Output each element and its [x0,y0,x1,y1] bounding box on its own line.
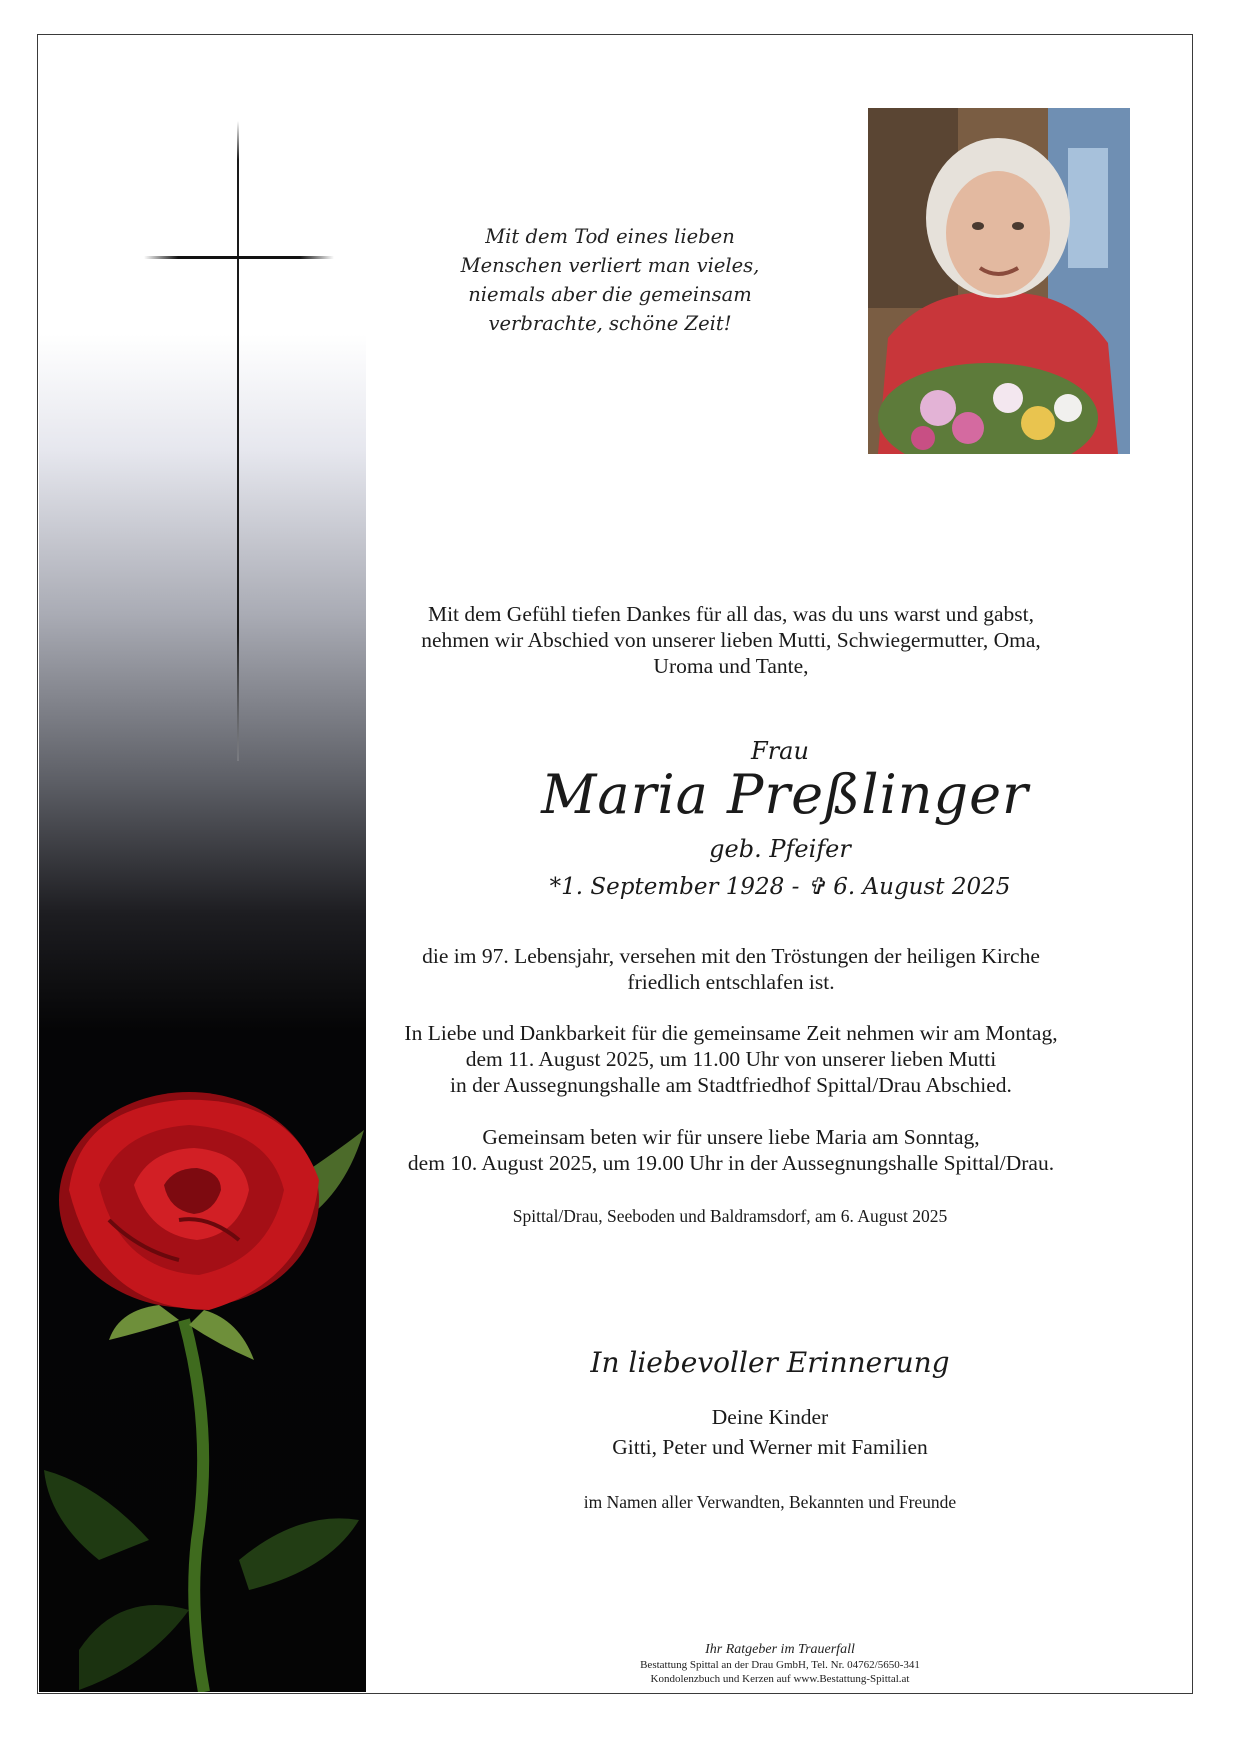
prayer-line: Gemeinsam beten wir für unsere liebe Maria am Sonntag, [482,1125,980,1149]
portrait-photo [868,108,1130,454]
maiden-name: geb. Pfeifer [709,835,851,863]
memory-heading: In liebevoller Erinnerung [590,1346,950,1379]
mourners [520,1402,1020,1462]
quote-line: niemals aber die gemeinsam [468,283,752,306]
salutation: Frau [751,737,809,765]
place-and-date: Spittal/Drau, Seeboden und Baldramsdorf, am 6. August 2025 [512,1206,948,1226]
intro-line: nehmen wir Abschied von unserer lieben Mutti, Schwiegermutter, Oma, [421,628,1041,652]
mourners-line: Deine Kinder [711,1405,829,1429]
passing-text [400,943,1062,995]
prayer-text [400,1124,1062,1176]
farewell-line: dem 11. August 2025, um 11.00 Uhr von unserer lieben Mutti [465,1047,997,1071]
quote-line: verbrachte, schöne Zeit! [488,312,732,335]
footer-condolence: Kondolenzbuch und Kerzen auf www.Bestattung-Spittal.at [650,1673,910,1685]
cross-icon-horizontal [144,256,334,259]
farewell-line: in der Aussegnungshalle am Stadtfriedhof Spittal/Drau Abschied. [450,1073,1012,1097]
mourners-line: Gitti, Peter und Werner mit Familien [612,1435,928,1459]
prayer-line: dem 10. August 2025, um 19.00 Uhr in der Aussegnungshalle Spittal/Drau. [407,1151,1055,1175]
footer-slogan: Ihr Ratgeber im Trauerfall [705,1642,855,1657]
deceased-name: Maria Preßlinger [541,763,1029,826]
passing-line: friedlich entschlafen ist. [627,970,835,994]
quote-line: Mit dem Tod eines lieben [485,225,735,248]
cross-icon-vertical [237,121,239,761]
memorial-quote [400,222,820,338]
footer-company: Bestattung Spittal an der Drau GmbH, Tel. Nr. 04762/5650-341 [640,1659,920,1671]
intro-text [400,601,1062,679]
relatives-note: im Namen aller Verwandten, Bekannten und Freunde [583,1492,957,1512]
intro-line: Mit dem Gefühl tiefen Dankes für all das, was du uns warst und gabst, [427,602,1035,626]
rose-image [39,1090,366,1692]
funeral-home-footer [540,1642,1020,1686]
farewell-line: In Liebe und Dankbarkeit für die gemeinsame Zeit nehmen wir am Montag, [404,1021,1058,1045]
farewell-text [400,1020,1062,1098]
quote-line: Menschen verliert man vieles, [460,254,760,277]
passing-line: die im 97. Lebensjahr, versehen mit den Tröstungen der heiligen Kirche [422,944,1040,968]
life-dates: *1. September 1928 - ✞ 6. August 2025 [549,874,1011,900]
intro-line: Uroma und Tante, [653,654,809,678]
